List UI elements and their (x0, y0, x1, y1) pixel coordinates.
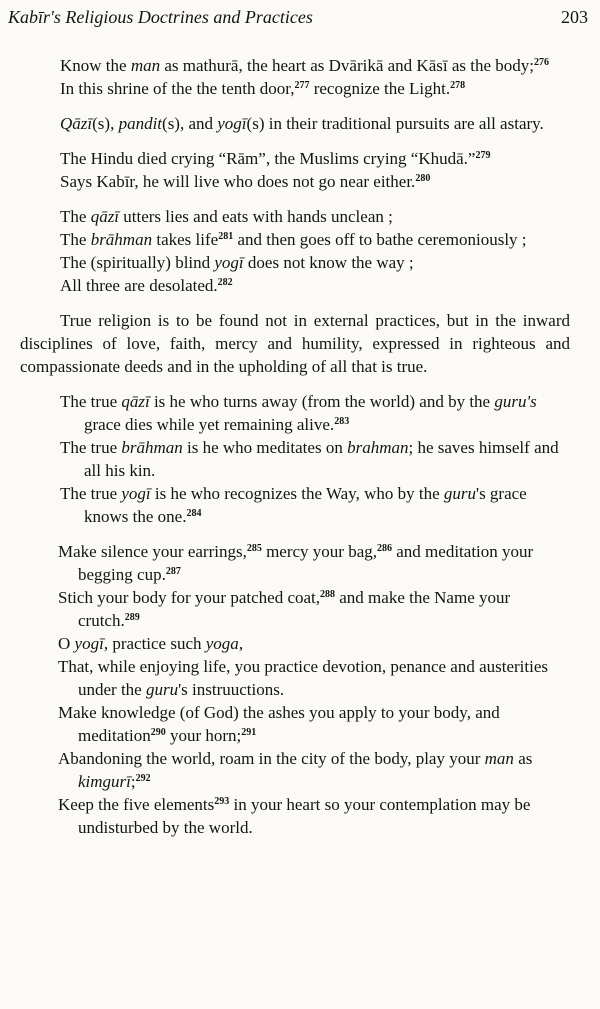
italic-term: pandit (118, 114, 163, 133)
prose-paragraph (20, 309, 570, 378)
text-run: ; he saves himself and all his kin. (84, 438, 559, 480)
italic-term: guru (443, 484, 476, 503)
text-run: Keep the five elements (58, 795, 215, 814)
verse-line (20, 586, 570, 632)
italic-term: qāzī (121, 392, 150, 411)
text-run: takes life (152, 230, 219, 249)
verse-line (20, 390, 570, 436)
text-run: , (238, 634, 244, 653)
footnote-ref: 284 (186, 508, 202, 519)
italic-term: Qāzī (60, 114, 93, 133)
footnote-ref: 278 (450, 80, 466, 91)
text-run: Know the (60, 56, 131, 75)
text-run: (s), and (162, 114, 218, 133)
text-run: The (60, 230, 91, 249)
italic-term: qāzī (90, 207, 120, 226)
footnote-ref: 280 (415, 173, 431, 184)
text-run: your horn; (165, 726, 242, 745)
footnote-ref: 288 (320, 589, 336, 600)
verse-stanza (20, 540, 570, 839)
verse-line (20, 632, 570, 655)
text-run: All three are desolated. (60, 276, 218, 295)
text-run: The true (60, 438, 122, 457)
footnote-ref: 287 (165, 566, 181, 577)
text-run: Stich your body for your patched coat, (58, 588, 321, 607)
verse-line (20, 747, 570, 793)
verse-stanza (20, 54, 570, 100)
text-run: Make knowledge (of God) the ashes you apply to your body, and meditation (58, 703, 500, 745)
text-run: ; (130, 772, 136, 791)
verse-stanza (20, 147, 570, 193)
verse-line (20, 54, 570, 77)
footnote-ref: 281 (218, 231, 234, 242)
text-run: The (60, 207, 91, 226)
verse-line (20, 793, 570, 839)
footnote-ref: 286 (377, 543, 393, 554)
italic-term: guru's (494, 392, 537, 411)
footnote-ref: 292 (135, 773, 151, 784)
footnote-ref: 290 (150, 727, 166, 738)
text-run: mercy your bag, (261, 542, 378, 561)
text-run: The (spiritually) blind (60, 253, 215, 272)
italic-term: man (484, 749, 514, 768)
text-run: The true (60, 392, 122, 411)
verse-stanza (20, 390, 570, 528)
text-run: Abandoning the world, roam in the city of the body, play your (58, 749, 485, 768)
italic-term: yogī (74, 634, 104, 653)
italic-term: yogī (217, 114, 247, 133)
verse-line (20, 482, 570, 528)
page-body (20, 54, 570, 839)
text-run: In this shrine of the the tenth door, (60, 79, 295, 98)
running-header (8, 6, 588, 30)
text-run: as (513, 749, 533, 768)
verse-stanza (20, 205, 570, 297)
verse-line (20, 274, 570, 297)
footnote-ref: 279 (475, 150, 491, 161)
text-run: and make the Name your crutch. (78, 588, 511, 630)
verse-line (20, 655, 570, 701)
text-run: The Hindu died crying “Rām”, the Muslims crying “Khudā.” (60, 149, 476, 168)
italic-term: yogī (214, 253, 244, 272)
footnote-ref: 285 (246, 543, 262, 554)
text-run: utters lies and eats with hands unclean ; (119, 207, 393, 226)
footnote-ref: 282 (217, 277, 233, 288)
text-run: grace dies while yet remaining alive. (84, 415, 335, 434)
italic-term: brahman (347, 438, 409, 457)
text-run: (s), (92, 114, 119, 133)
italic-term: yoga (205, 634, 239, 653)
text-run: The true (60, 484, 122, 503)
italic-term: brāhman (90, 230, 153, 249)
text-run: O (58, 634, 75, 653)
running-title: Kabīr's Religious Doctrines and Practices (8, 7, 313, 27)
verse-line (20, 205, 570, 228)
text-run: as mathurā, the heart as Dvārikā and Kāsī as the body; (160, 56, 534, 75)
verse-line (20, 77, 570, 100)
text-run: 's instruuctions. (178, 680, 285, 699)
text-run: does not know the way ; (243, 253, 414, 272)
footnote-ref: 277 (294, 80, 310, 91)
text-run: recognize the Light. (309, 79, 451, 98)
text-run: That, while enjoying life, you practice devotion, penance and austerities under the (58, 657, 548, 699)
italic-term: man (130, 56, 161, 75)
text-run: is he who turns away (from the world) and by the (149, 392, 495, 411)
text-run: in your heart so your contemplation may be undisturbed by the world. (78, 795, 531, 837)
text-run: Make silence your earrings, (58, 542, 247, 561)
text-run: is he who meditates on (182, 438, 348, 457)
italic-term: yogī (121, 484, 151, 503)
text-run: is he who recognizes the Way, who by the (150, 484, 444, 503)
page-number: 203 (561, 7, 588, 27)
verse-line (20, 251, 570, 274)
footnote-ref: 283 (334, 416, 350, 427)
verse-line (20, 540, 570, 586)
italic-term: brāhman (121, 438, 183, 457)
prose-paragraph (20, 112, 570, 135)
text-run: True religion is to be found not in external practices, but in the inward disciplines of love, faith, mercy and humility, expressed in righteous and compassionate deeds and in the upholding of all that is true. (20, 311, 570, 376)
footnote-ref: 276 (534, 57, 549, 68)
verse-line (20, 228, 570, 251)
footnote-ref: 289 (124, 612, 140, 623)
text-run: and then goes off to bathe ceremoniously ; (233, 230, 527, 249)
italic-term: kimgurī (78, 772, 131, 791)
text-run: Says Kabīr, he will live who does not go near either. (60, 172, 416, 191)
text-run: 's grace knows the one. (84, 484, 527, 526)
text-run: (s) in their traditional pursuits are all astary. (246, 114, 544, 133)
verse-line (20, 147, 570, 170)
verse-line (20, 701, 570, 747)
verse-line (20, 436, 570, 482)
text-run: and meditation your begging cup. (78, 542, 534, 584)
italic-term: guru (145, 680, 179, 699)
verse-line (20, 170, 570, 193)
text-run: , practice such (103, 634, 206, 653)
footnote-ref: 293 (214, 796, 230, 807)
footnote-ref: 291 (241, 727, 257, 738)
